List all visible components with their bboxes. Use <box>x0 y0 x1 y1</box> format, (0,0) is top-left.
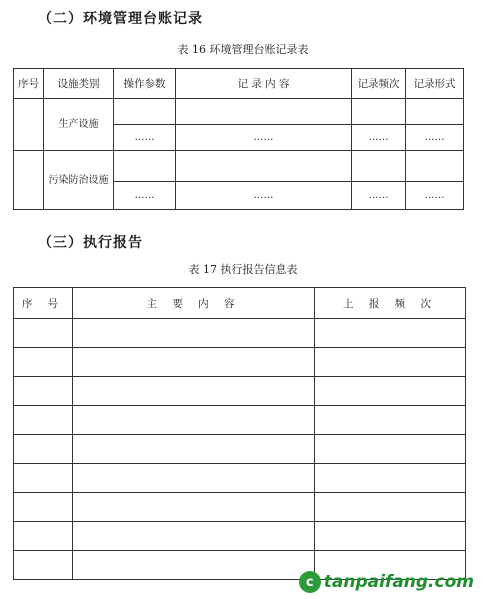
table-cell <box>114 99 176 125</box>
table-cell <box>315 522 466 551</box>
table-cell <box>14 377 73 406</box>
report-header-row <box>14 288 466 319</box>
table-cell <box>406 99 464 125</box>
category-cell: 生产设施 <box>44 99 114 151</box>
table-cell <box>73 551 315 580</box>
table-row <box>14 493 466 522</box>
table-cell <box>352 99 406 125</box>
table-row <box>14 522 466 551</box>
col-header-index: 序 号 <box>14 288 73 319</box>
table-cell <box>406 151 464 182</box>
site-logo-icon: c <box>299 571 321 593</box>
section-heading-ledger: （二）环境管理台账记录 <box>38 11 203 27</box>
table-row <box>14 464 466 493</box>
col-header-index: 序号 <box>14 69 44 99</box>
col-header-params: 操作参数 <box>114 69 176 99</box>
dots-cell: …… <box>352 125 406 151</box>
table-cell <box>14 551 73 580</box>
table-row <box>14 348 466 377</box>
table-cell <box>14 319 73 348</box>
index-cell <box>14 151 44 210</box>
report-table <box>13 287 466 580</box>
table-cell <box>315 319 466 348</box>
index-cell <box>14 99 44 151</box>
ledger-table <box>13 68 464 210</box>
table-cell <box>73 464 315 493</box>
dots-cell: …… <box>176 182 352 210</box>
table-cell <box>14 435 73 464</box>
table-cell <box>14 464 73 493</box>
table-row <box>14 151 464 182</box>
table-cell <box>73 377 315 406</box>
col-header-content: 记 录 内 容 <box>176 69 352 99</box>
table-cell <box>315 377 466 406</box>
category-cell: 污染防治设施 <box>44 151 114 210</box>
dots-cell: …… <box>176 125 352 151</box>
table-cell <box>73 319 315 348</box>
table-cell <box>176 99 352 125</box>
site-watermark-text: tanpaifang.com <box>323 572 474 592</box>
table-cell <box>315 493 466 522</box>
col-header-main-content: 主 要 内 容 <box>73 288 315 319</box>
table-cell <box>315 435 466 464</box>
col-header-category: 设施类别 <box>44 69 114 99</box>
dots-cell: …… <box>352 182 406 210</box>
table-cell <box>315 406 466 435</box>
table-cell <box>114 151 176 182</box>
dots-cell: …… <box>114 182 176 210</box>
table-row <box>14 377 466 406</box>
table-row <box>14 406 466 435</box>
table-cell <box>14 493 73 522</box>
dots-cell: …… <box>406 125 464 151</box>
table-cell <box>14 348 73 377</box>
table-cell <box>14 522 73 551</box>
site-watermark <box>299 571 474 593</box>
table-16-caption: 表 16 环境管理台账记录表 <box>177 43 309 56</box>
table-cell <box>315 348 466 377</box>
table-cell <box>73 406 315 435</box>
table-cell <box>73 493 315 522</box>
col-header-report-frequency: 上 报 频 次 <box>315 288 466 319</box>
table-row <box>14 99 464 125</box>
dots-cell: …… <box>114 125 176 151</box>
table-cell <box>14 406 73 435</box>
table-cell <box>352 151 406 182</box>
table-cell <box>315 464 466 493</box>
table-row <box>14 319 466 348</box>
col-header-frequency: 记录频次 <box>352 69 406 99</box>
section-heading-report: （三）执行报告 <box>38 235 143 251</box>
table-17-caption: 表 17 执行报告信息表 <box>188 263 298 276</box>
ledger-header-row <box>14 69 464 99</box>
table-cell <box>176 151 352 182</box>
table-row <box>14 435 466 464</box>
dots-cell: …… <box>406 182 464 210</box>
col-header-format: 记录形式 <box>406 69 464 99</box>
table-cell <box>73 522 315 551</box>
table-cell <box>73 435 315 464</box>
table-cell <box>73 348 315 377</box>
